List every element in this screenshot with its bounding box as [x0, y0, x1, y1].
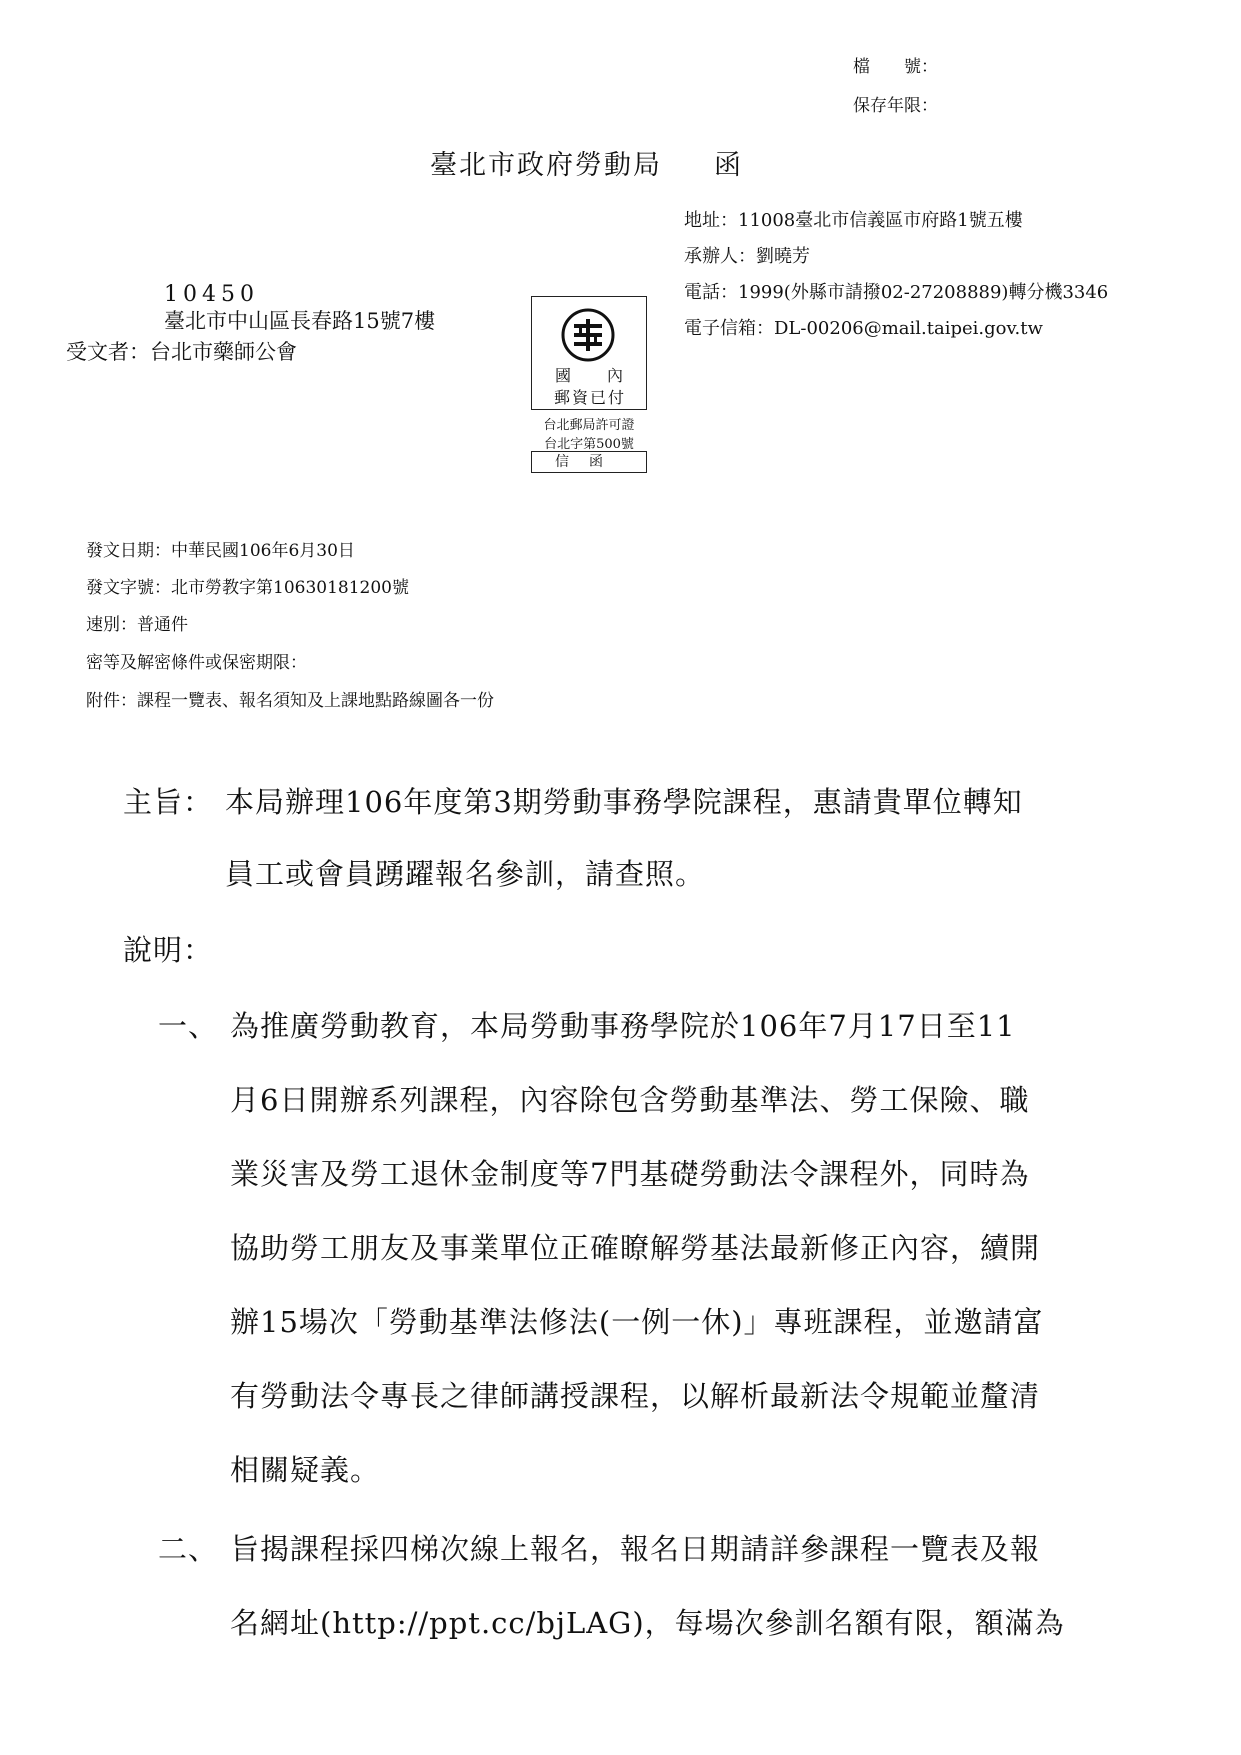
document-title — [430, 143, 743, 182]
secrecy-level: 密等及解密條件或保密期限： — [86, 653, 307, 673]
recipient-name: 受文者：台北市藥師公會 — [66, 340, 297, 364]
subject-line-2: 員工或會員踴躍報名參訓，請查照。 — [225, 857, 706, 891]
postal-logo-icon — [560, 307, 616, 363]
stamp-frame — [531, 296, 647, 410]
file-number-label: 檔 號： — [853, 57, 938, 77]
stamp-permit-1: 台北郵局許可證 — [543, 418, 635, 433]
item-1-line-2: 月6日開辦系列課程，內容除包含勞動基準法、勞工保險、職 — [230, 1083, 1030, 1117]
stamp-char-left: 國 — [554, 366, 573, 385]
handler-name: 承辦人：劉曉芳 — [684, 246, 810, 267]
stamp-char-right: 內 — [607, 366, 626, 385]
subject-label: 主旨： — [123, 785, 214, 819]
item-1-line-7: 相關疑義。 — [230, 1453, 381, 1487]
document-number: 發文字號：北市勞教字第10630181200號 — [86, 578, 409, 598]
explanation-label: 說明： — [123, 933, 214, 967]
item-1-line-1: 為推廣勞動教育，本局勞動事務學院於106年7月17日至11 — [230, 1009, 1016, 1043]
item-2-line-1: 旨揭課程採四梯次線上報名，報名日期請詳參課程一覽表及報 — [230, 1532, 1041, 1566]
contact-block — [684, 203, 1108, 347]
stamp-permit-2: 台北字第500號 — [544, 437, 634, 452]
stamp-domestic — [532, 363, 648, 386]
agency-name: 臺北市政府勞動局 — [430, 150, 662, 181]
postal-code: 10450 — [164, 282, 259, 307]
recipient-address: 臺北市中山區長春路15號7樓 — [164, 309, 436, 333]
subject-line-1: 本局辦理106年度第3期勞動事務學院課程，惠請貴單位轉知 — [225, 785, 1023, 819]
item-1-line-4: 協助勞工朋友及事業單位正確瞭解勞基法最新修正內容，續開 — [230, 1231, 1041, 1265]
agency-address: 地址：11008臺北市信義區市府路1號五樓 — [684, 210, 1023, 231]
issue-date: 發文日期：中華民國106年6月30日 — [86, 541, 355, 561]
delivery-speed: 速別：普通件 — [86, 615, 188, 635]
item-2-line-2: 名網址(http://ppt.cc/bjLAG)，每場次參訓名額有限，額滿為 — [230, 1606, 1065, 1640]
item-number-1: 一、 — [158, 1009, 219, 1043]
attachments: 附件：課程一覽表、報名須知及上課地點路線圖各一份 — [86, 691, 494, 711]
retention-period-label: 保存年限： — [853, 96, 938, 116]
phone-number: 電話：1999(外縣市請撥02-27208889)轉分機3346 — [684, 282, 1109, 303]
stamp-postage-paid: 郵資已付 — [553, 388, 626, 407]
item-1-line-5: 辦15場次「勞動基準法修法(一例一休)」專班課程，並邀請富 — [230, 1305, 1044, 1339]
email-address: 電子信箱：DL-00206@mail.taipei.gov.tw — [684, 318, 1043, 339]
item-1-line-3: 業災害及勞工退休金制度等7門基礎勞動法令課程外，同時為 — [230, 1157, 1030, 1191]
item-1-line-6: 有勞動法令專長之律師講授課程，以解析最新法令規範並釐清 — [230, 1379, 1041, 1413]
item-number-2: 二、 — [158, 1532, 219, 1566]
postage-stamp — [531, 296, 647, 475]
document-type: 函 — [714, 150, 743, 181]
stamp-mail-type: 信函 — [531, 451, 647, 473]
